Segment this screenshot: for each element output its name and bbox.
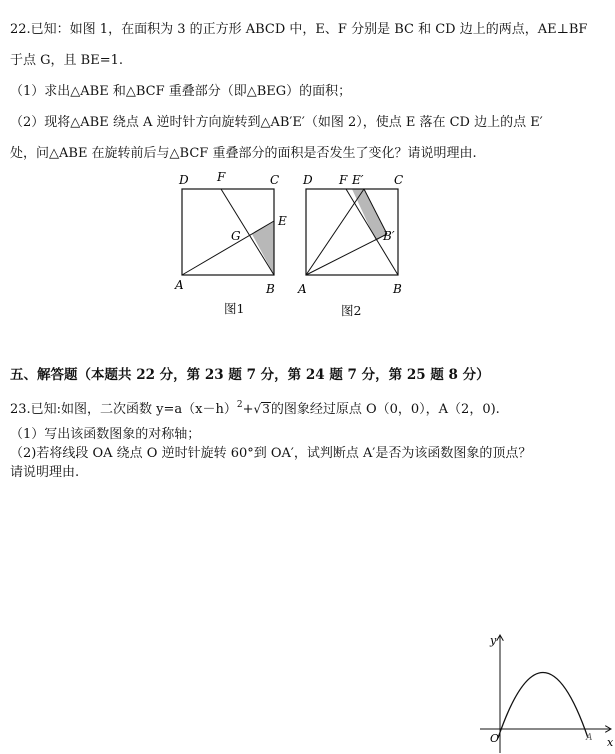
origin-label: O	[490, 732, 500, 745]
label-c: C	[270, 173, 280, 187]
parabola-curve	[498, 673, 588, 739]
figure-2	[295, 168, 420, 298]
label-b: B	[393, 282, 402, 296]
overlap-triangle-beg	[252, 221, 274, 275]
section-heading: 五、解答题（本题共 22 分，第 23 题 7 分，第 24 题 7 分，第 25 题 8 分）	[10, 367, 490, 383]
label-a: A	[298, 282, 307, 296]
q23-exponent: 2	[236, 400, 243, 410]
figure-1-caption: 图1	[224, 301, 245, 316]
q23-part2b: 请说明理由.	[10, 465, 80, 480]
q23-plus: +	[242, 402, 254, 417]
q23-sqrt-value: 3	[262, 402, 270, 416]
q22-part2b: 处，问△ABE 在旋转前后与△BCF 重叠部分的面积是否发生了变化？请说明理由.	[10, 146, 477, 161]
q22-part2a: （2）现将△ABE 绕点 A 逆时针方向旋转到△AB′E′（如图 2），使点 E 落在 CD 边上的点 E′	[10, 115, 543, 130]
figure-1	[170, 168, 295, 298]
x-axis-label: x	[607, 736, 614, 749]
label-b-prime: B′	[383, 229, 395, 243]
label-e-prime: E′	[352, 173, 364, 187]
q23-sqrt: √3	[253, 402, 270, 416]
q23-part2a: （2)若将线段 OA 绕点 O 逆时针旋转 60°到 OA′，试判断点 A′是否为该函数图象的顶点？	[10, 446, 532, 461]
label-d: D	[179, 173, 189, 187]
q23-line1-prefix: 23.已知:如图，二次函数 y=a（x－h）	[10, 402, 237, 417]
q23-part1: （1）写出该函数图象的对称轴；	[10, 427, 201, 442]
q22-line2: 于点 G，且 BE=1.	[10, 53, 123, 68]
label-d: D	[303, 173, 313, 187]
label-a: A	[175, 278, 184, 292]
label-b: B	[266, 282, 275, 296]
segment-ab-prime	[306, 234, 387, 275]
q23-line1-suffix: 的图象经过原点 O（0，0），A（2，0).	[270, 402, 500, 417]
label-g: G	[231, 229, 241, 243]
parabola-graph	[478, 628, 615, 754]
figure-2-caption: 图2	[341, 303, 362, 318]
q22-part1: （1）求出△ABE 和△BCF 重叠部分（即△BEG）的面积；	[10, 84, 352, 99]
label-f: F	[339, 173, 348, 187]
q23-line1	[10, 397, 500, 418]
label-f: F	[217, 170, 226, 184]
overlap-quad-rotated	[352, 189, 387, 241]
point-a-label: A	[586, 733, 593, 743]
label-e: E	[278, 214, 287, 228]
q22-line1: 22.已知：如图 1，在面积为 3 的正方形 ABCD 中，E、F 分别是 BC 和 CD 边上的两点，AE⊥BF	[10, 22, 588, 37]
segment-ae-prime	[306, 189, 364, 275]
label-c: C	[394, 173, 404, 187]
y-axis-label: y	[490, 634, 497, 647]
